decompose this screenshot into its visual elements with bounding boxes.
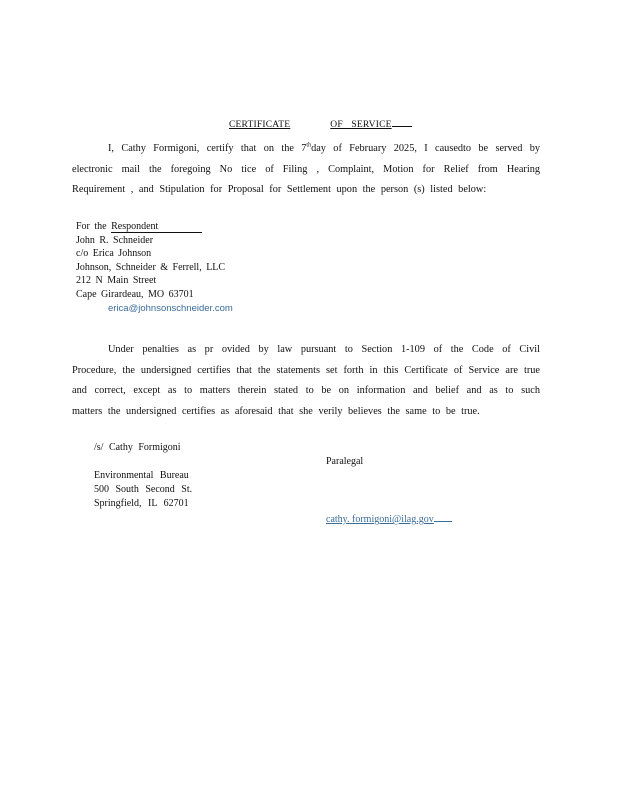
sender-email-link[interactable] [326, 512, 452, 525]
sender-org: Environmental Bureau [94, 470, 189, 481]
sender-email[interactable]: cathy. formigoni@ilag.gov [326, 514, 434, 525]
party-name: Respondent [111, 221, 202, 233]
title-right: OF SERVICE [330, 120, 392, 130]
certificate-title [229, 117, 412, 130]
recipient-block [76, 220, 336, 301]
sender-address [94, 469, 192, 511]
recipient-email-link[interactable]: erica@johnsonschneider.com [108, 303, 233, 314]
recipient-city: Cape Girardeau, MO 63701 [76, 288, 194, 300]
signer-role: Paralegal [326, 456, 364, 467]
service-paragraph [72, 139, 540, 201]
sender-street: 500 South Second St. [94, 484, 193, 495]
sender-city: Springfield, IL 62701 [94, 498, 189, 509]
recipient-for-line [76, 220, 336, 234]
recipient-name: John R. Schneider [76, 234, 154, 246]
day-ordinal: th [306, 142, 312, 149]
title-underline [392, 117, 412, 127]
signature-line: /s/ Cathy Formigoni [94, 442, 181, 453]
recipient-co: c/o Erica Johnson [76, 248, 152, 259]
recipient-street: 212 N Main Street [76, 275, 157, 286]
title-left: CERTIFICATE [229, 120, 291, 130]
service-text-b: day of February 2025, I causedto be served by electronic mail the foregoing No tice of Filing , Complaint, Motion for Relief from Hearing Requirement , and Stipulation for Proposal for Settlement upon the person (s) listed below: [72, 143, 540, 195]
email-underline [434, 512, 452, 522]
service-text-a: I, Cathy Formigoni, certify that on the 7 [108, 143, 307, 154]
for-label: For the [76, 221, 107, 232]
penalties-paragraph: Under penalties as pr ovided by law pursuant to Section 1-109 of the Code of Civil Procedure, the undersigned certifies that the statements set forth in this Certificate of Service are true and correct, except as to matters therein stated to be on information and belief and as to such matters the undersigned certifies as aforesaid that she verily believes the same to be true. [72, 344, 540, 417]
recipient-firm: Johnson, Schneider & Ferrell, LLC [76, 261, 226, 273]
